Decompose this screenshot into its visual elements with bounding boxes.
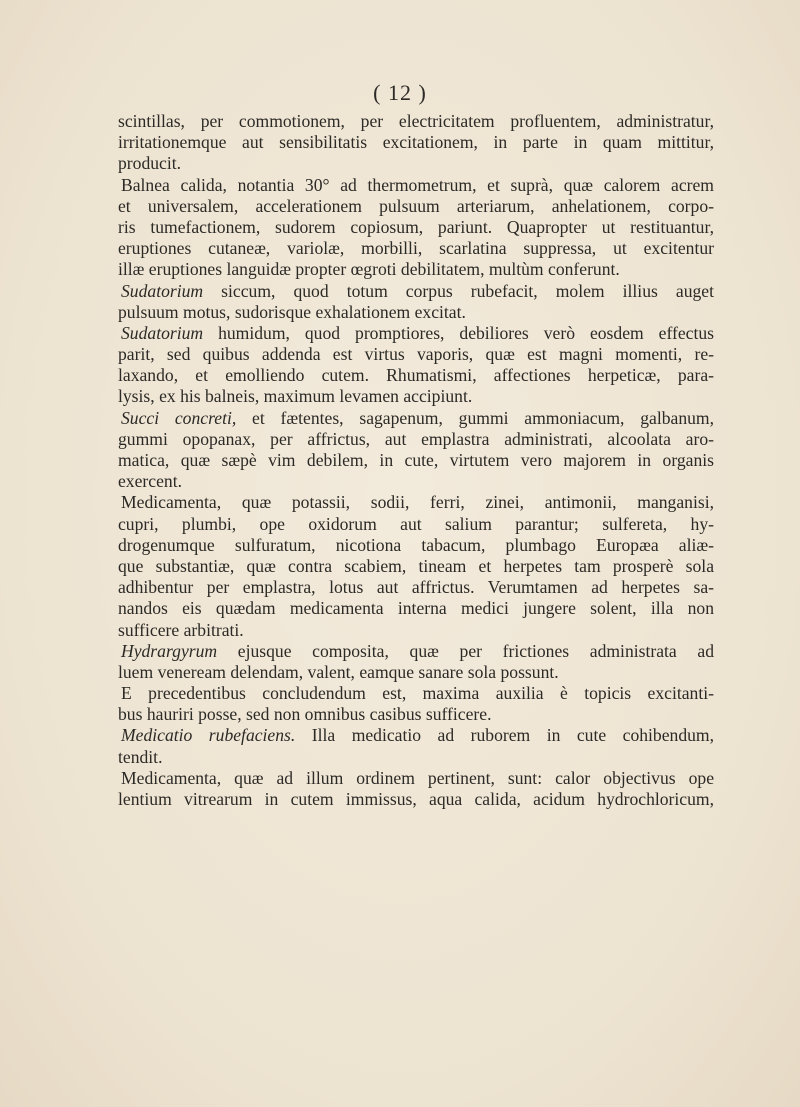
text-segment: producit. [118, 153, 182, 174]
text-segment: E precedentibus concludendum est, maxima auxilia è topicis excitanti- [121, 683, 714, 704]
text-segment: drogenumque sulfuratum, nicotiona tabacum, plumbago Europæa aliæ- [118, 534, 714, 555]
text-line [121, 175, 714, 196]
text-segment: irritationemque aut sensibilitatis excitationem, in parte in quam mittitur, [118, 132, 714, 153]
text-segment: illæ eruptiones languidæ propter œgroti debilitatem, multùm conferunt. [118, 259, 620, 280]
text-segment: cupri, plumbi, ope oxidorum aut salium parantur; sulfereta, hy- [118, 513, 714, 534]
text-line [118, 535, 714, 556]
text-line [121, 492, 714, 513]
text-line [118, 429, 714, 450]
italic-term: Sudatorium [121, 280, 204, 301]
text-line [118, 789, 714, 810]
text-segment: ejusque composita, quæ per frictiones administrata ad [217, 640, 714, 661]
text-line [118, 259, 714, 280]
text-segment: parit, sed quibus addenda est virtus vaporis, quæ est magni momenti, re- [118, 344, 714, 365]
text-line [121, 683, 714, 704]
text-line [118, 620, 714, 641]
text-segment: que substantiæ, quæ contra scabiem, tineam et herpetes tam prosperè sola [118, 555, 714, 576]
text-line [118, 662, 714, 683]
text-segment: Balnea calida, notantia 30° ad thermometrum, et suprà, quæ calorem acrem [121, 174, 714, 195]
text-line [118, 704, 714, 725]
text-line [118, 365, 714, 386]
text-segment: bus hauriri posse, sed non omnibus casibus sufficere. [118, 704, 492, 725]
text-segment: tendit. [118, 746, 163, 767]
text-segment: ris tumefactionem, sudorem copiosum, pariunt. Quapropter ut restituantur, [118, 216, 714, 237]
text-segment: eruptiones cutaneæ, variolæ, morbilli, scarlatina suppressa, ut excitentur [118, 238, 714, 259]
text-line [118, 238, 714, 259]
text-segment: nandos eis quædam medicamenta interna medici jungere solent, illa non [118, 598, 714, 619]
text-segment: et fætentes, sagapenum, gummi ammoniacum, galbanum, [236, 407, 715, 428]
text-segment: laxando, et emolliendo cutem. Rhumatismi, affectiones herpeticæ, para- [118, 365, 714, 386]
text-line [118, 747, 714, 768]
text-line [118, 132, 714, 153]
text-segment: scintillas, per commotionem, per electricitatem profluentem, administratur, [118, 111, 714, 131]
text-line [118, 598, 714, 619]
text-line [121, 768, 714, 789]
text-line [118, 514, 714, 535]
text-segment: Medicamenta, quæ potassii, sodii, ferri, zinei, antimonii, manganisi, [121, 492, 714, 513]
text-segment: humidum, quod promptiores, debiliores verò eosdem effectus [203, 322, 714, 343]
text-line [121, 323, 714, 344]
italic-term: Sudatorium [121, 322, 204, 343]
text-line [118, 153, 714, 174]
text-line [118, 577, 714, 598]
italic-term: Hydrargyrum [121, 640, 218, 661]
text-segment: exercent. [118, 471, 182, 492]
text-segment: pulsuum motus, sudorisque exhalationem excitat. [118, 301, 466, 322]
text-segment: et universalem, accelerationem pulsuum arteriarum, anhelationem, corpo- [118, 195, 714, 216]
text-segment: siccum, quod totum corpus rubefacit, molem illius auget [203, 280, 714, 301]
text-segment: matica, quæ sæpè vim debilem, in cute, virtutem vero majorem in organis [118, 450, 714, 470]
text-segment: gummi opopanax, per affrictus, aut emplastra administrati, alcoolata aro- [118, 428, 714, 449]
text-line [121, 408, 714, 429]
text-segment: Illa medicatio ad ruborem in cute cohibendum, [295, 725, 714, 746]
body-text [118, 111, 714, 810]
text-line [118, 556, 714, 577]
text-segment: adhibentur per emplastra, lotus aut affrictus. Verumtamen ad herpetes sa- [118, 577, 714, 598]
text-line [118, 217, 714, 238]
text-line [118, 111, 714, 132]
text-line [118, 471, 714, 492]
text-line [118, 450, 714, 471]
text-segment: lysis, ex his balneis, maximum levamen accipiunt. [118, 386, 473, 407]
text-line [118, 302, 714, 323]
text-line [118, 196, 714, 217]
italic-term: Medicatio rubefaciens. [121, 725, 296, 746]
text-line [121, 641, 714, 662]
text-segment: sufficere arbitrati. [118, 619, 244, 640]
text-line [118, 344, 714, 365]
page-number: ( 12 ) [373, 80, 427, 105]
text-line [121, 725, 714, 746]
text-segment: Medicamenta, quæ ad illum ordinem pertinent, sunt: calor objectivus ope [121, 767, 714, 788]
text-line [118, 386, 714, 407]
text-segment: lentium vitrearum in cutem immissus, aqua calida, acidum hydrochloricum, [118, 789, 714, 809]
italic-term: Succi concreti, [121, 407, 237, 428]
text-line [121, 281, 714, 302]
text-segment: luem veneream delendam, valent, eamque sanare sola possunt. [118, 661, 559, 682]
